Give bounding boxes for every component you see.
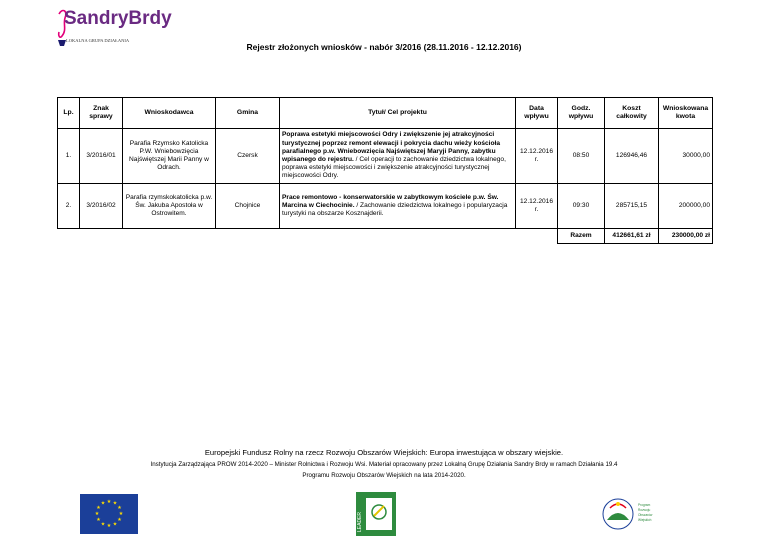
cell-tytul bbox=[280, 129, 516, 184]
svg-text:Obszarów: Obszarów bbox=[638, 513, 653, 517]
svg-text:★: ★ bbox=[106, 523, 112, 529]
svg-text:★: ★ bbox=[112, 500, 118, 507]
header-wnioskodawca: Wnioskodawca bbox=[123, 98, 216, 129]
cell-kwota: 200000,00 bbox=[659, 184, 713, 229]
svg-text:Program: Program bbox=[638, 503, 651, 507]
svg-text:★: ★ bbox=[117, 517, 122, 523]
table-row bbox=[58, 129, 713, 184]
logo-subtext: LOKALNA GRUPA DZIAŁANIA bbox=[66, 38, 130, 43]
summary-label: Razem bbox=[558, 229, 605, 244]
svg-text:★: ★ bbox=[117, 505, 122, 511]
svg-text:★: ★ bbox=[106, 499, 112, 505]
table-header-row bbox=[58, 98, 713, 129]
cell-data: 12.12.2016 r. bbox=[516, 129, 558, 184]
register-table bbox=[57, 97, 713, 244]
leader-logo bbox=[356, 492, 396, 536]
header-data: Data wpływu bbox=[516, 98, 558, 129]
project-title: Prace remontowo - konserwatorskie w zabytkowym kościele p.w. Św. Marcina w Ciechocinie. bbox=[282, 193, 499, 209]
cell-lp: 1. bbox=[58, 129, 80, 184]
cell-lp: 2. bbox=[58, 184, 80, 229]
cell-godz: 08:50 bbox=[558, 129, 605, 184]
logo-text: SandryBrdy bbox=[64, 8, 172, 29]
cell-znak: 3/2016/01 bbox=[80, 129, 123, 184]
project-title: Poprawa estetyki miejscowości Odry i zwiększenie jej atrakcyjności turystycznej poprzez remont elewacji i pokrycia dachu wieży kościoła parafialnego p.w. Wniebowzięcia Najświętszej Maryji Panny, zabytku wpisanego do rejestru. bbox=[282, 131, 501, 163]
cell-tytul bbox=[280, 184, 516, 229]
header-gmina: Gmina bbox=[216, 98, 280, 129]
cell-znak: 3/2016/02 bbox=[80, 184, 123, 229]
cell-gmina: Czersk bbox=[216, 129, 280, 184]
cell-godz: 09:30 bbox=[558, 184, 605, 229]
summary-koszt: 412661,61 zł bbox=[605, 229, 659, 244]
cell-wnioskodawca: Parafia Rzymsko Katolicka P.W. Wniebowzięcia Najświętszej Marii Panny w Odrach. bbox=[123, 129, 216, 184]
header-kwota: Wnioskowana kwota bbox=[659, 98, 713, 129]
prow-logo bbox=[600, 492, 670, 536]
cell-koszt: 285715,15 bbox=[605, 184, 659, 229]
summary-row bbox=[58, 229, 713, 244]
summary-kwota: 230000,00 zł bbox=[659, 229, 713, 244]
table-row bbox=[58, 184, 713, 229]
eu-flag-icon bbox=[80, 494, 138, 534]
project-goal: / Zachowanie dziedzictwa lokalnego i popularyzacja turystyki na obszarze Kosznajderii. bbox=[282, 201, 508, 218]
svg-text:Wiejskich: Wiejskich bbox=[638, 518, 652, 522]
svg-text:★: ★ bbox=[112, 521, 118, 528]
page-title: Rejestr złożonych wniosków - nabór 3/2016 (28.11.2016 - 12.12.2016) bbox=[246, 42, 522, 52]
leader-text: LEADER bbox=[357, 511, 363, 532]
cell-wnioskodawca: Parafia rzymskokatolicka p.w. Św. Jakuba Apostoła w Ostrowitem. bbox=[123, 184, 216, 229]
footer-line-1: Europejski Fundusz Rolny na rzecz Rozwoju Obszarów Wiejskich: Europa inwestująca w obszary wiejskie. bbox=[204, 448, 564, 457]
header-znak: Znak sprawy bbox=[80, 98, 123, 129]
footer-line-2: Instytucja Zarządzająca PROW 2014-2020 – Minister Rolnictwa i Rozwoju Wsi. Materiał opracowany przez Lokalną Grupę Działania Sandry Brdy w ramach Działania 19.4 bbox=[150, 461, 618, 468]
footer-line-3: Programu Rozwoju Obszarów Wiejskich na lata 2014-2020. bbox=[302, 472, 466, 479]
svg-text:Rozwoju: Rozwoju bbox=[638, 508, 651, 512]
cell-kwota: 30000,00 bbox=[659, 129, 713, 184]
svg-text:★: ★ bbox=[94, 511, 100, 517]
header-tytul: Tytuł/ Cel projektu bbox=[280, 98, 516, 129]
header-koszt: Koszt całkowity bbox=[605, 98, 659, 129]
header-godz: Godz. wpływu bbox=[558, 98, 605, 129]
header-lp: Lp. bbox=[58, 98, 80, 129]
cell-koszt: 126946,46 bbox=[605, 129, 659, 184]
svg-text:★: ★ bbox=[96, 505, 101, 511]
svg-text:★: ★ bbox=[100, 500, 106, 507]
svg-text:★: ★ bbox=[118, 511, 124, 517]
svg-text:★: ★ bbox=[96, 517, 101, 523]
svg-text:★: ★ bbox=[100, 521, 106, 528]
project-goal: / Cel operacji to zachowanie dziedzictwa lokalnego, poprawa estetyki miejscowości i zwiększenie atrakcyjności turystycznej miejscowości Odry. bbox=[282, 156, 506, 180]
cell-gmina: Chojnice bbox=[216, 184, 280, 229]
cell-data: 12.12.2016 r. bbox=[516, 184, 558, 229]
